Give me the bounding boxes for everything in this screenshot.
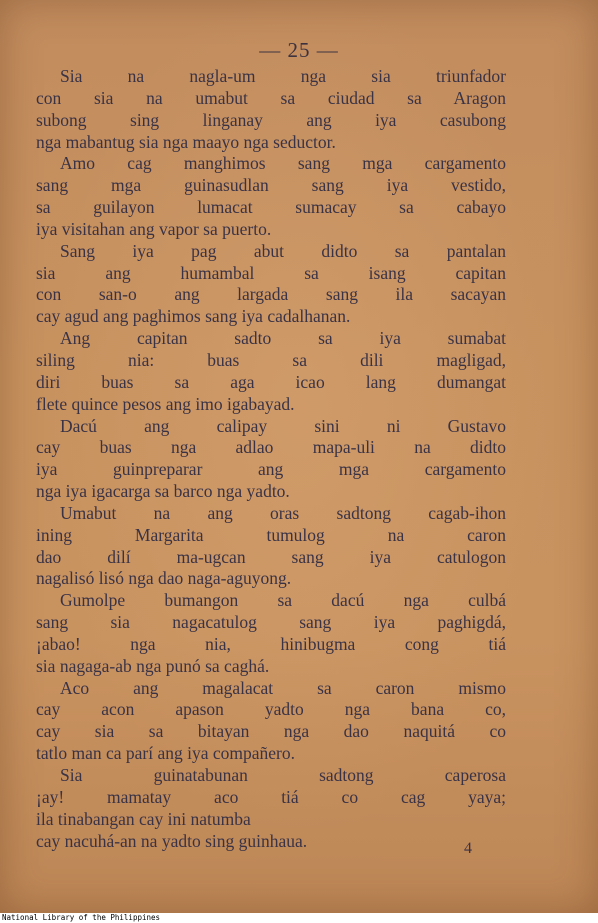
text-line: Dacú ang calipay sini ni Gustavo <box>60 415 506 436</box>
text-line: ining Margarita tumulog na caron <box>36 524 506 545</box>
text-line: diri buas sa aga icao lang dumangat <box>36 371 506 392</box>
text-line: iya guinpreparar ang mga cargamento <box>36 459 506 480</box>
text-line: cay agud ang paghimos sang iya cadalhanan. <box>36 306 351 327</box>
text-line: tatlo man ca parí ang iya compañero. <box>36 743 295 764</box>
text-line: subong sing linganay ang iya casubong <box>36 109 506 130</box>
text-line: Gumolpe bumangon sa dacú nga culbá <box>60 590 506 611</box>
page-number: — 25 — <box>259 38 339 62</box>
text-line: dao dilí ma-ugcan sang iya catulogon <box>36 546 506 567</box>
text-line: ¡ay! mamatay aco tiá co cag yaya; <box>36 786 506 807</box>
text-line: siling nia: buas sa dili magligad, <box>36 349 506 370</box>
text-line: Sia guinatabunan sadtong caperosa <box>60 765 506 785</box>
signature-mark: 4 <box>464 840 472 857</box>
library-credit: National Library of the Philippines <box>2 913 161 922</box>
text-line: ila tinabangan cay ini natumba <box>36 808 251 829</box>
text-line: sa guilayon lumacat sumacay sa cabayo <box>36 197 506 218</box>
text-line: iya visitahan ang vapor sa puerto. <box>36 218 272 239</box>
text-line: sang sia nagacatulog sang iya paghigdá, <box>36 612 506 633</box>
text-line: sia ang humambal sa isang capitan <box>36 262 506 283</box>
text-line: Amo cag manghimos sang mga cargamento <box>60 153 506 174</box>
text-line: Sang iya pag abut didto sa pantalan <box>60 240 506 261</box>
text-line: cay nacuhá-an na yadto sing guinhaua. <box>36 830 308 851</box>
text-line: cay buas nga adlao mapa-uli na didto <box>36 437 506 458</box>
text-line: sia nagaga-ab nga punó sa caghá. <box>36 655 270 676</box>
text-line: Umabut na ang oras sadtong cagab-ihon <box>60 502 506 523</box>
text-line: sang mga guinasudlan sang iya vestido, <box>36 175 506 196</box>
text-line: ¡abao! nga nia, hinibugma cong tiá <box>36 633 506 654</box>
text-line: flete quince pesos ang imo igabayad. <box>36 393 295 414</box>
text-line: Ang capitan sadto sa iya sumabat <box>60 328 506 349</box>
text-line: nga mabantug sia nga maayo nga seductor. <box>36 131 336 152</box>
text-line: cay acon apason yadto nga bana co, <box>36 699 506 720</box>
text-line: Aco ang magalacat sa caron mismo <box>60 677 506 698</box>
text-line: cay sia sa bitayan nga dao naquitá co <box>36 721 506 742</box>
text-line: nga iya igacarga sa barco nga yadto. <box>36 481 290 502</box>
text-line: Sia na nagla-um nga sia triunfador <box>60 66 506 86</box>
text-line: con san-o ang largada sang ila sacayan <box>36 284 506 305</box>
poem-text <box>36 66 506 852</box>
text-line: nagalisó lisó nga dao naga-aguyong. <box>36 568 292 589</box>
text-line: con sia na umabut sa ciudad sa Aragon <box>36 87 506 108</box>
